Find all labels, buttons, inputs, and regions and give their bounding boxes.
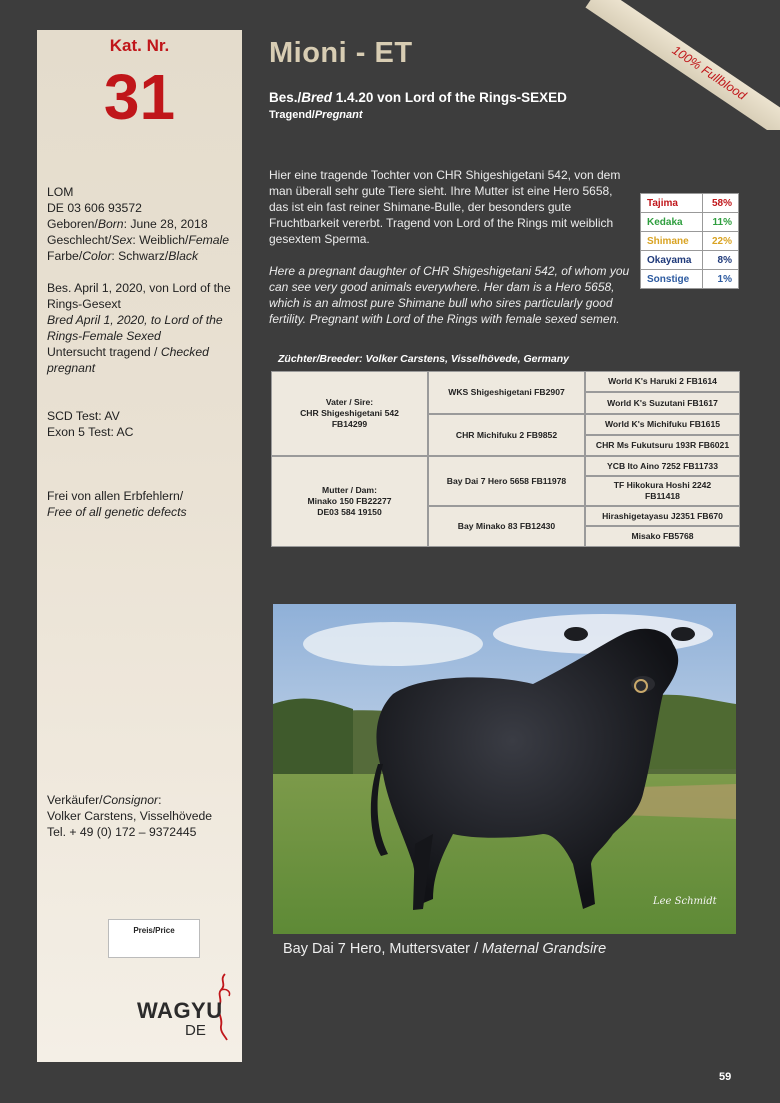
breed-percent: 58% <box>703 194 739 213</box>
catalog-number: 31 <box>103 61 176 133</box>
breed-row <box>641 251 739 270</box>
pedigree-dss: YCB Ito Aino 7252 FB11733 <box>585 456 740 476</box>
pedigree-dsd: TF Hikokura Hoshi 2242 FB11418 <box>585 476 740 506</box>
breed-row <box>641 270 739 289</box>
color-row: Farbe/Color: Schwarz/Black <box>47 249 199 263</box>
description-english: Here a pregnant daughter of CHR Shigeshigetani 542, of whom you can see very good animals everywhere. Her dam is a Hero 5658, which is an almost pure Shimane bull who sires particularly good fertility. Pregnant with Lord of the Rings with female sexed semen. <box>269 264 630 326</box>
consignor-phone: Tel. + 49 (0) 172 – 9372445 <box>47 825 197 839</box>
consignor-label: Verkäufer/Consignor: <box>47 793 162 807</box>
bred-info <box>47 280 232 376</box>
breed-name: Kedaka <box>641 213 703 232</box>
exon-test: Exon 5 Test: AC <box>47 425 134 439</box>
pedigree-sss: World K's Haruki 2 FB1614 <box>585 371 740 392</box>
defects-english: Free of all genetic defects <box>47 505 187 519</box>
pedigree-ddd: Misako FB5768 <box>585 526 740 547</box>
id-number: DE 03 606 93572 <box>47 201 142 215</box>
bred-german: Bes. April 1, 2020, von Lord of the Rings-Gesext <box>47 281 231 311</box>
fullblood-banner <box>560 0 780 130</box>
info-sidebar <box>37 30 242 1062</box>
pedigree-dam-sire: Bay Dai 7 Hero 5658 FB11978 <box>428 456 585 506</box>
sex-row: Geschlecht/Sex: Weiblich/Female <box>47 233 230 247</box>
pedigree-sire-sire: WKS Shigeshigetani FB2907 <box>428 371 585 414</box>
animal-details <box>47 184 237 264</box>
bull-photo <box>273 604 736 934</box>
genetic-defects <box>47 488 237 520</box>
page-number: 59 <box>719 1071 732 1083</box>
breed-name: Shimane <box>641 232 703 251</box>
logo-wordmark: WAGYU <box>137 998 223 1023</box>
logo-suffix: DE <box>185 1022 206 1039</box>
breed-name: Sonstige <box>641 270 703 289</box>
breed-percent: 8% <box>703 251 739 270</box>
born-row: Geboren/Born: June 28, 2018 <box>47 217 208 231</box>
pedigree-ssd: World K's Suzutani FB1617 <box>585 392 740 414</box>
photo-signature: Lee Schmidt <box>653 896 717 907</box>
pedigree-dds: Hirashigetayasu J2351 FB670 <box>585 506 740 526</box>
lom-label: LOM <box>47 185 74 199</box>
description-german: Hier eine tragende Tochter von CHR Shigeshigetani 542, von dem man überall sehr gute Tiere sieht. Ihre Mutter ist eine Hero 5658, das ist ein fast reiner Shimane-Bulle, der besonders gute Fruchtbarkeit vererbt. Tragend von Lord of the Rings mit weiblich gesextem Sperma. <box>269 168 621 246</box>
bred-heading: Bes./Bred 1.4.20 von Lord of the Rings-SEXED <box>269 90 567 105</box>
pedigree-dam: Mutter / Dam: Minako 150 FB22277 DE03 584 19150 <box>271 456 428 547</box>
pedigree-dam-dam: Bay Minako 83 FB12430 <box>428 506 585 547</box>
wagyu-logo <box>137 970 237 1050</box>
breed-row <box>641 194 739 213</box>
pedigree-sds: World K's Michifuku FB1615 <box>585 414 740 435</box>
bred-english: Bred April 1, 2020, to Lord of the Rings-Female Sexed <box>47 313 223 343</box>
consignor-name: Volker Carstens, Visselhövede <box>47 809 213 823</box>
defects-german: Frei von allen Erbfehlern/ <box>47 489 184 503</box>
breed-name: Tajima <box>641 194 703 213</box>
breed-row <box>641 232 739 251</box>
pedigree-sire-dam: CHR Michifuku 2 FB9852 <box>428 414 585 456</box>
breed-percent: 22% <box>703 232 739 251</box>
pregnant-heading: Tragend/Pregnant <box>269 109 363 121</box>
scd-test: SCD Test: AV <box>47 409 120 423</box>
banner-text: 100% Fullblood <box>669 42 749 103</box>
checked-pregnant: Untersucht tragend / Checked pregnant <box>47 345 209 375</box>
consignor-info <box>47 792 237 840</box>
price-label: Preis/Price <box>133 926 175 935</box>
breed-percent: 1% <box>703 270 739 289</box>
animal-name: Mioni - ET <box>269 37 413 69</box>
test-results <box>47 408 237 440</box>
pedigree-sire: Vater / Sire: CHR Shigeshigetani 542 FB14299 <box>271 371 428 456</box>
pedigree-table <box>271 371 740 547</box>
pedigree-sdd: CHR Ms Fukutsuru 193R FB6021 <box>585 435 740 456</box>
breeder-line: Züchter/Breeder: Volker Carstens, Visselhövede, Germany <box>278 353 570 365</box>
catalog-label: Kat. Nr. <box>109 36 170 55</box>
breed-row <box>641 213 739 232</box>
breed-name: Okayama <box>641 251 703 270</box>
breed-percent: 11% <box>703 213 739 232</box>
price-box[interactable] <box>108 919 200 958</box>
photo-caption: Bay Dai 7 Hero, Muttersvater / Maternal Grandsire <box>283 941 607 957</box>
breed-composition-table <box>640 193 739 289</box>
